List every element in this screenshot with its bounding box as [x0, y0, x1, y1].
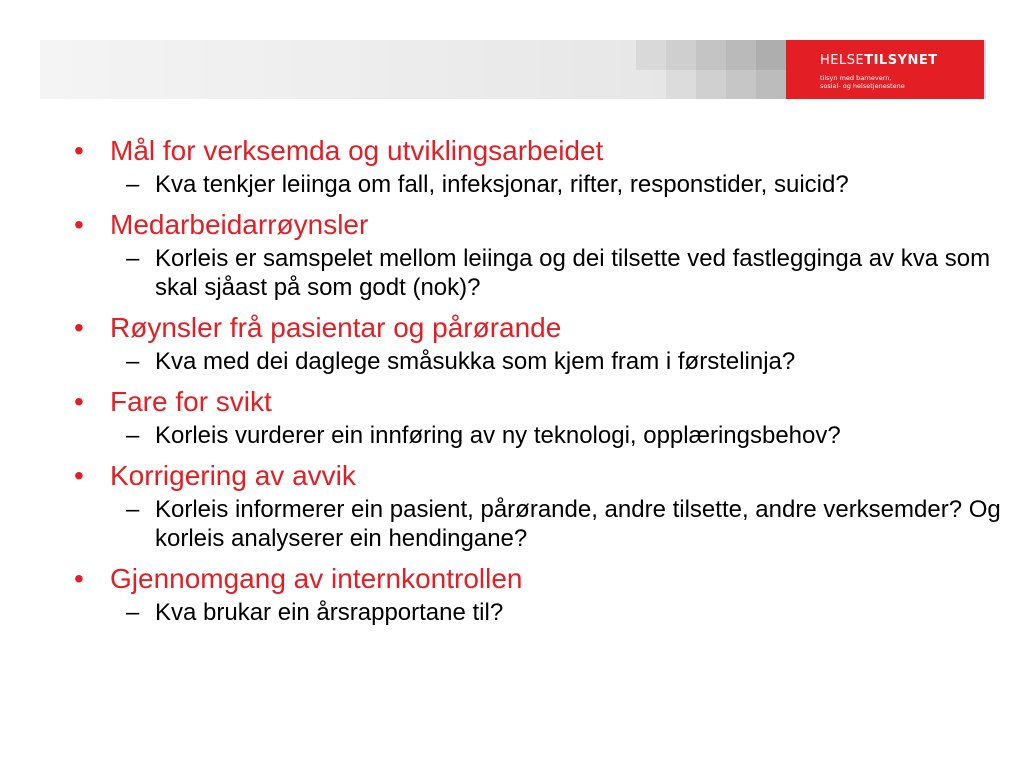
- bullet-heading-text: Gjennomgang av internkontrollen: [110, 563, 523, 594]
- bullet-icon: •: [74, 135, 84, 166]
- bullet-heading: [60, 459, 1010, 492]
- bullet-icon: •: [74, 209, 84, 240]
- dash-icon: –: [126, 496, 140, 523]
- bullet-icon: •: [74, 386, 84, 417]
- bullet-heading: [60, 385, 1010, 418]
- bullet-heading: [60, 208, 1010, 241]
- bullet-heading-text: Korrigering av avvik: [110, 460, 356, 491]
- logo-brand-light: HELSE: [820, 53, 865, 68]
- slide-content: [60, 134, 1010, 627]
- sub-bullet: [60, 170, 1010, 199]
- bullet-heading-text: Mål for verksemda og utviklingsarbeidet: [110, 135, 604, 166]
- bullet-heading: [60, 562, 1010, 595]
- bullet-heading: [60, 311, 1010, 344]
- dash-icon: –: [126, 599, 140, 626]
- sub-bullet: [60, 598, 1010, 627]
- sub-bullet: [60, 347, 1010, 376]
- dash-icon: –: [126, 245, 140, 272]
- list-item: [60, 208, 1010, 302]
- list-item: [60, 562, 1010, 627]
- bullet-heading-text: Medarbeidarrøynsler: [110, 209, 369, 240]
- sub-bullet-text: Kva tenkjer leiinga om fall, infeksjonar, rifter, responstider, suicid?: [155, 171, 849, 198]
- list-item: [60, 134, 1010, 199]
- dash-icon: –: [126, 348, 140, 375]
- dash-icon: –: [126, 422, 140, 449]
- bullet-heading: [60, 134, 1010, 167]
- sub-bullet-text: Kva brukar ein årsrapportane til?: [155, 599, 504, 626]
- sub-bullet-text: Kva med dei daglege småsukka som kjem fram i førstelinja?: [155, 348, 796, 375]
- list-item: [60, 311, 1010, 376]
- sub-bullet: [60, 244, 1010, 302]
- list-item: [60, 459, 1010, 553]
- bullet-heading-text: Røynsler frå pasientar og pårørande: [110, 312, 562, 343]
- bullet-heading-text: Fare for svikt: [110, 386, 272, 417]
- logo-tagline-1: tilsyn med barnevern,: [820, 74, 892, 82]
- logo-tagline-2: sosial- og helsetjenestene: [820, 82, 905, 90]
- sub-bullet-text: Korleis er samspelet mellom leiinga og dei tilsette ved fastlegginga av kva som skal sjåast på som godt (nok)?: [155, 245, 991, 301]
- logo-brand-bold: TILSYNET: [864, 53, 938, 68]
- helsetilsynet-logo: [786, 40, 984, 99]
- bullet-icon: •: [74, 563, 84, 594]
- sub-bullet: [60, 421, 1010, 450]
- bullet-icon: •: [74, 460, 84, 491]
- logo-wordmark: [820, 53, 938, 68]
- bullet-icon: •: [74, 312, 84, 343]
- dash-icon: –: [126, 171, 140, 198]
- sub-bullet-text: Korleis informerer ein pasient, pårørande, andre tilsette, andre verksemder? Og korleis analyserer ein hendingane?: [155, 496, 1001, 552]
- list-item: [60, 385, 1010, 450]
- sub-bullet-text: Korleis vurderer ein innføring av ny teknologi, opplæringsbehov?: [155, 422, 841, 449]
- sub-bullet: [60, 495, 1010, 553]
